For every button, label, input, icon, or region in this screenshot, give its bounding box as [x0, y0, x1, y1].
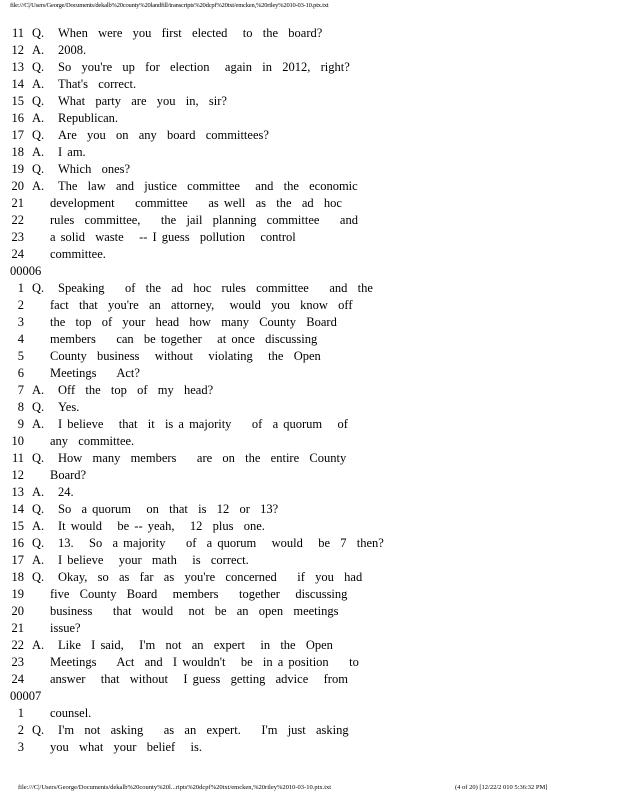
line-number: 24 [11, 672, 24, 686]
line-text: I believe your math is correct. [58, 553, 249, 567]
transcript-line [0, 399, 618, 416]
line-text: Republican. [58, 111, 119, 125]
line-text: development committee as well as the ad hoc [50, 196, 342, 210]
transcript-line [0, 569, 618, 586]
transcript-line [0, 518, 618, 535]
transcript-line [0, 637, 618, 654]
line-text: business that would not be an open meetings [50, 604, 339, 618]
line-text: I am. [58, 145, 86, 159]
line-number: 24 [11, 247, 24, 261]
transcript-line [0, 365, 618, 382]
speaker-label: Q. [32, 26, 45, 40]
speaker-label: A. [32, 383, 45, 397]
line-number: 17 [11, 128, 24, 142]
speaker-label: A. [32, 145, 45, 159]
footer-page-info: (4 of 20) [12/22/2 010 5:36:32 PM] [455, 784, 548, 791]
line-number: 9 [17, 417, 24, 431]
speaker-label: A. [32, 77, 45, 91]
transcript-line [0, 212, 618, 229]
line-text: Like I said, I'm not an expert in the Open [58, 638, 333, 652]
line-text: 2008. [58, 43, 87, 57]
line-text: Speaking of the ad hoc rules committee and the [58, 281, 373, 295]
speaker-label: Q. [32, 94, 45, 108]
transcript-line [0, 314, 618, 331]
transcript-line [0, 297, 618, 314]
line-number: 20 [11, 604, 24, 618]
transcript-line [0, 501, 618, 518]
speaker-label: Q. [32, 162, 45, 176]
line-text: 24. [58, 485, 74, 499]
speaker-label: A. [32, 519, 45, 533]
transcript-line [0, 654, 618, 671]
line-text: When were you first elected to the board? [58, 26, 323, 40]
speaker-label: A. [32, 485, 45, 499]
speaker-label: A. [32, 417, 45, 431]
line-text: The law and justice committee and the economic [58, 179, 358, 193]
line-number: 13 [11, 60, 24, 74]
line-text: a solid waste -- I guess pollution control [50, 230, 296, 244]
line-number: 1 [17, 706, 24, 720]
transcript-line [0, 603, 618, 620]
line-number: 11 [11, 451, 24, 465]
line-text: Yes. [58, 400, 80, 414]
transcript-line [0, 144, 618, 161]
line-text: members can be together at once discussing [50, 332, 318, 346]
transcript-line [0, 739, 618, 756]
line-number: 21 [11, 196, 24, 210]
line-text: So you're up for election again in 2012, right? [58, 60, 350, 74]
transcript-line [0, 416, 618, 433]
line-text: What party are you in, sir? [58, 94, 227, 108]
line-text: you what your belief is. [50, 740, 203, 754]
speaker-label: Q. [32, 128, 45, 142]
line-number: 14 [11, 502, 24, 516]
transcript-line [0, 161, 618, 178]
line-number: 22 [11, 638, 24, 652]
transcript-line [0, 705, 618, 722]
line-text: Which ones? [58, 162, 131, 176]
line-text: Okay, so as far as you're concerned if you had [58, 570, 363, 584]
transcript-line [0, 280, 618, 297]
transcript-line [0, 93, 618, 110]
line-number: 16 [11, 111, 24, 125]
transcript-line [0, 433, 618, 450]
line-number: 19 [11, 162, 24, 176]
speaker-label: Q. [32, 451, 45, 465]
line-text: So a quorum on that is 12 or 13? [58, 502, 279, 516]
line-number: 21 [11, 621, 24, 635]
line-text: counsel. [50, 706, 92, 720]
line-text: committee. [50, 247, 106, 261]
transcript-line [0, 722, 618, 739]
line-text: That's correct. [58, 77, 137, 91]
line-number: 2 [17, 723, 24, 737]
transcript-line [0, 535, 618, 552]
header-file-path: file:///C|/Users/George/Documents/dekalb%20county%20landfill/transcripts%20dcpf%20txt/emcken,%20riley%2010-03-10.ptx.txt [10, 2, 329, 9]
transcript-line [0, 467, 618, 484]
transcript-line [0, 25, 618, 42]
page-marker: 00006 [10, 264, 42, 278]
line-number: 22 [11, 213, 24, 227]
speaker-label: A. [32, 553, 45, 567]
line-text: any committee. [50, 434, 135, 448]
transcript-line [0, 195, 618, 212]
line-number: 5 [17, 349, 24, 363]
transcript-line [0, 229, 618, 246]
line-text: It would be -- yeah, 12 plus one. [58, 519, 265, 533]
line-text: Meetings Act and I wouldn't be in a position to [50, 655, 359, 669]
line-number: 18 [11, 570, 24, 584]
line-text: the top of your head how many County Board [50, 315, 337, 329]
speaker-label: A. [32, 638, 45, 652]
speaker-label: Q. [32, 536, 45, 550]
line-number: 3 [17, 740, 24, 754]
transcript-line [0, 586, 618, 603]
line-text: Meetings Act? [50, 366, 140, 380]
transcript-line [0, 59, 618, 76]
transcript-line [0, 42, 618, 59]
line-text: rules committee, the jail planning committee and [50, 213, 358, 227]
line-number: 3 [17, 315, 24, 329]
line-text: Are you on any board committees? [58, 128, 269, 142]
line-number: 10 [11, 434, 24, 448]
line-text: five County Board members together discussing [50, 587, 348, 601]
transcript-line [0, 246, 618, 263]
speaker-label: Q. [32, 502, 45, 516]
line-number: 1 [17, 281, 24, 295]
transcript-body [0, 25, 618, 756]
transcript-line [0, 331, 618, 348]
line-number: 2 [17, 298, 24, 312]
transcript-line [0, 348, 618, 365]
line-number: 23 [11, 230, 24, 244]
footer-file-path: file:///C|/Users/George/Documents/dekalb%20county%20l...ripts%20dcpf%20txt/emcken,%20riley%2010-03-10.ptx.txt [18, 784, 332, 791]
transcript-line [0, 450, 618, 467]
transcript-line [0, 484, 618, 501]
speaker-label: Q. [32, 723, 45, 737]
line-text: answer that without I guess getting advice from [50, 672, 348, 686]
line-number: 13 [11, 485, 24, 499]
speaker-label: A. [32, 43, 45, 57]
transcript-line [0, 382, 618, 399]
line-number: 18 [11, 145, 24, 159]
line-text: I believe that it is a majority of a quorum of [58, 417, 348, 431]
line-text: Board? [50, 468, 87, 482]
line-number: 7 [17, 383, 24, 397]
line-text: County business without violating the Open [50, 349, 321, 363]
line-text: issue? [50, 621, 81, 635]
line-number: 16 [11, 536, 24, 550]
line-text: fact that you're an attorney, would you know off [50, 298, 353, 312]
line-text: How many members are on the entire County [58, 451, 347, 465]
line-number: 20 [11, 179, 24, 193]
line-text: 13. So a majority of a quorum would be 7 then? [58, 536, 384, 550]
speaker-label: A. [32, 179, 45, 193]
speaker-label: Q. [32, 570, 45, 584]
transcript-line [0, 127, 618, 144]
speaker-label: Q. [32, 281, 45, 295]
transcript-line [0, 620, 618, 637]
line-number: 14 [11, 77, 24, 91]
transcript-line [0, 552, 618, 569]
line-number: 15 [11, 519, 24, 533]
speaker-label: Q. [32, 400, 45, 414]
line-number: 12 [11, 468, 24, 482]
line-number: 12 [11, 43, 24, 57]
transcript-line [0, 110, 618, 127]
line-number: 6 [17, 366, 24, 380]
line-number: 8 [17, 400, 24, 414]
transcript-line [0, 76, 618, 93]
line-number: 19 [11, 587, 24, 601]
transcript-line [0, 671, 618, 688]
speaker-label: Q. [32, 60, 45, 74]
line-number: 11 [11, 26, 24, 40]
line-number: 23 [11, 655, 24, 669]
page-marker: 00007 [10, 689, 42, 703]
line-text: Off the top of my head? [58, 383, 214, 397]
transcript-line [0, 178, 618, 195]
line-number: 15 [11, 94, 24, 108]
line-number: 4 [17, 332, 24, 346]
line-text: I'm not asking as an expert. I'm just asking [58, 723, 349, 737]
speaker-label: A. [32, 111, 45, 125]
line-number: 17 [11, 553, 24, 567]
